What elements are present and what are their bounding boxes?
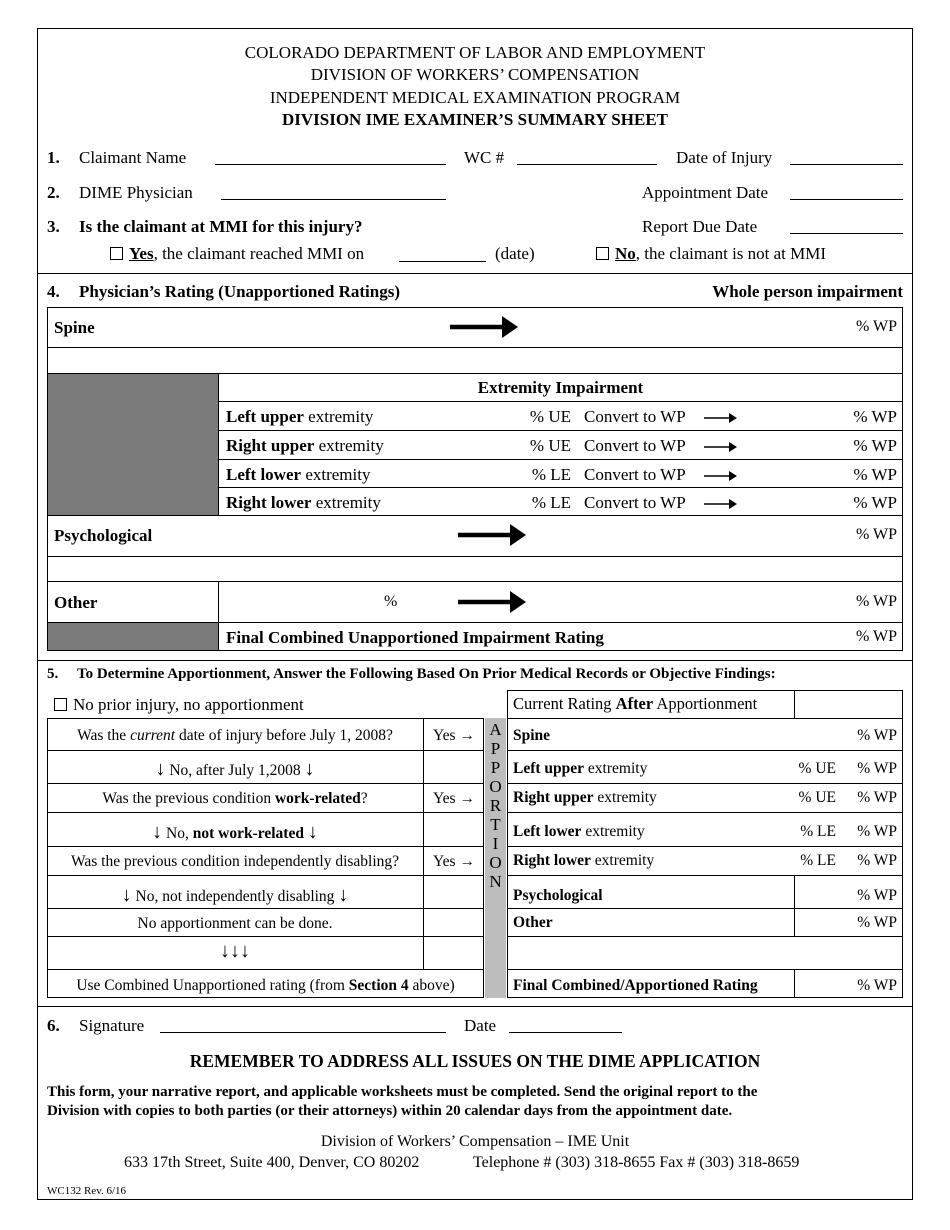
- section-4-number: 4.: [47, 282, 60, 301]
- psych-label: Psychological: [54, 526, 153, 545]
- extremity-wp: % WP: [853, 465, 897, 484]
- date-hint: (date): [495, 244, 535, 263]
- apportioned-extremity-label: Left upper extremity: [513, 760, 648, 777]
- date-of-injury-field[interactable]: [790, 164, 903, 165]
- table-line: [794, 690, 795, 718]
- mmi-question: Is the claimant at MMI for this injury?: [79, 217, 363, 236]
- table-line: [507, 750, 903, 751]
- arrow-down-icon: ↓: [121, 884, 132, 906]
- whole-person-title: Whole person impairment: [712, 282, 903, 301]
- arrow-down-icon: ↓: [152, 821, 163, 843]
- table-line: [47, 783, 484, 784]
- question-3: Was the previous condition independently disabling?: [70, 853, 400, 870]
- arrow-right-icon: →: [459, 727, 475, 744]
- convert-to-wp: Convert to WP: [584, 436, 686, 455]
- report-due-date-field[interactable]: [790, 233, 903, 234]
- no-word: No: [615, 244, 636, 263]
- no-prior-text: No prior injury, no apportionment: [73, 695, 304, 714]
- phone-fax: Telephone # (303) 318-8655 Fax # (303) 318-8659: [473, 1154, 800, 1171]
- appointment-date-label: Appointment Date: [642, 183, 769, 202]
- apportion-letter: O: [489, 777, 502, 796]
- no-prior-option[interactable]: [54, 695, 304, 715]
- extremity-unit: % LE: [531, 465, 571, 484]
- mmi-no-option[interactable]: [596, 244, 826, 264]
- extremity-row-label: Left upper extremity: [226, 407, 374, 426]
- extremity-row-label: Left lower extremity: [226, 465, 371, 484]
- table-line: [47, 812, 484, 813]
- table-line: [218, 459, 903, 460]
- spine-label: Spine: [54, 318, 95, 337]
- apportioned-extremity-unit: % LE: [800, 823, 836, 840]
- mmi-date-field[interactable]: [399, 261, 486, 262]
- section-1-number: 1.: [47, 148, 60, 167]
- extremity-row-label: Right lower extremity: [226, 493, 381, 512]
- apportioned-extremity-wp: % WP: [857, 823, 897, 840]
- table-line: [47, 515, 903, 516]
- extremity-wp: % WP: [853, 436, 897, 455]
- arrow-right-icon: [704, 411, 738, 425]
- other-label: Other: [54, 593, 98, 612]
- apportion-letter: T: [490, 815, 501, 834]
- arrow-right-icon: [450, 315, 520, 339]
- signature-date-label: Date: [464, 1016, 497, 1035]
- table-line: [507, 846, 903, 847]
- extremity-unit: % LE: [531, 493, 571, 512]
- spine-apportioned-label: Spine: [513, 727, 551, 744]
- question-2: Was the previous condition work-related?: [102, 790, 368, 807]
- gray-fill: [48, 374, 218, 515]
- claimant-name-field[interactable]: [215, 164, 446, 165]
- no-apportionment-text: No apportionment can be done.: [137, 915, 333, 932]
- extremity-row-label: Right upper extremity: [226, 436, 384, 455]
- table-line: [423, 718, 424, 969]
- arrow-down-icon: ↓: [230, 940, 240, 962]
- table-line: [218, 581, 219, 651]
- table-line: [507, 875, 903, 876]
- no-prior-checkbox[interactable]: [54, 698, 67, 711]
- signature-date-field[interactable]: [509, 1032, 622, 1033]
- header-line-2: DIVISION OF WORKERS’ COMPENSATION: [310, 65, 640, 84]
- arrow-right-icon: →: [459, 853, 475, 870]
- apportion-letter: R: [489, 796, 502, 815]
- extremity-wp: % WP: [853, 493, 897, 512]
- table-line: [218, 487, 903, 488]
- appointment-date-field[interactable]: [790, 199, 903, 200]
- table-line: [794, 969, 795, 998]
- apportioned-extremity-label: Left lower extremity: [513, 823, 645, 840]
- header-line-1: COLORADO DEPARTMENT OF LABOR AND EMPLOYMENT: [244, 43, 706, 62]
- table-line: [507, 969, 903, 970]
- convert-to-wp: Convert to WP: [584, 493, 686, 512]
- apportion-letter: I: [492, 834, 499, 853]
- arrow-down-icon: ↓: [307, 821, 318, 843]
- table-line: [47, 347, 903, 348]
- triple-down-arrows: [47, 940, 423, 963]
- date-of-injury-label: Date of Injury: [676, 148, 773, 167]
- table-line: [47, 581, 903, 582]
- arrow-right-icon: →: [459, 790, 475, 807]
- divider: [37, 1006, 913, 1007]
- table-line: [47, 908, 484, 909]
- arrow-right-icon: [704, 440, 738, 454]
- extremity-unit: % UE: [529, 436, 571, 455]
- section-3-number: 3.: [47, 217, 60, 236]
- psych-wp: % WP: [855, 526, 897, 543]
- wc-number-field[interactable]: [517, 164, 657, 165]
- apportioned-extremity-unit: % UE: [798, 760, 836, 777]
- section-5-number: 5.: [47, 666, 59, 682]
- other-percent: %: [384, 593, 398, 610]
- yes-rest-text: , the claimant reached MMI on: [153, 244, 365, 263]
- arrow-down-icon: ↓: [155, 758, 166, 780]
- form-id: WC132 Rev. 6/16: [47, 1185, 127, 1197]
- spine-apportioned-wp: % WP: [857, 727, 897, 744]
- convert-to-wp: Convert to WP: [584, 407, 686, 426]
- after-apportionment-header: Current Rating After Apportionment: [513, 694, 758, 713]
- mmi-no-checkbox[interactable]: [596, 247, 609, 260]
- divider: [37, 273, 913, 274]
- apportioned-extremity-label: Right lower extremity: [513, 852, 655, 869]
- instructions-line-1: This form, your narrative report, and applicable worksheets must be completed. Send the original report to the: [47, 1084, 758, 1100]
- table-line: [218, 430, 903, 431]
- signature-field[interactable]: [160, 1032, 446, 1033]
- final-unapportioned-wp: % WP: [855, 628, 897, 645]
- extremity-header: Extremity Impairment: [477, 378, 644, 397]
- arrow-right-icon: [458, 523, 528, 547]
- spine-wp: % WP: [855, 318, 897, 335]
- apportion-letter: O: [489, 853, 502, 872]
- form-title: DIVISION IME EXAMINER’S SUMMARY SHEET: [281, 110, 669, 129]
- table-line: [47, 875, 484, 876]
- arrow-down-icon: ↓: [338, 884, 349, 906]
- instructions-line-2: Division with copies to both parties (or their attorneys) within 20 calendar days from the appointment date.: [47, 1103, 733, 1119]
- apportioned-extremity-wp: % WP: [857, 760, 897, 777]
- answer-1: ↓ No, after July 1,2008 ↓: [155, 758, 315, 780]
- dime-physician-field[interactable]: [221, 199, 446, 200]
- apportion-letter: P: [490, 758, 501, 777]
- question-1: Was the current date of injury before July 1, 2008?: [77, 727, 393, 744]
- section-2-number: 2.: [47, 183, 60, 202]
- final-apportioned-wp: % WP: [857, 977, 897, 994]
- extremity-wp: % WP: [853, 407, 897, 426]
- yes-3-label: Yes →: [433, 853, 475, 870]
- ime-unit: Division of Workers’ Compensation – IME Unit: [320, 1133, 630, 1150]
- table-line: [47, 846, 484, 847]
- claimant-name-label: Claimant Name: [79, 148, 187, 167]
- apportioned-rating-table: [507, 690, 903, 998]
- arrow-down-icon: ↓: [240, 940, 250, 962]
- use-combined-text: Use Combined Unapportioned rating (from Section 4 above): [76, 977, 455, 994]
- table-line: [794, 875, 795, 936]
- other-wp: % WP: [855, 593, 897, 610]
- apportion-letter: A: [489, 720, 502, 739]
- arrow-down-icon: ↓: [220, 940, 230, 962]
- answer-3: ↓ No, not independently disabling ↓: [121, 884, 349, 906]
- psych-apportioned-label: Psychological: [513, 887, 603, 904]
- mmi-yes-option[interactable]: [110, 244, 364, 264]
- apportioned-extremity-unit: % UE: [798, 789, 836, 806]
- apportion-letter: P: [490, 739, 501, 758]
- final-apportioned-label: Final Combined/Apportioned Rating: [513, 977, 758, 994]
- table-line: [47, 556, 903, 557]
- apportioned-extremity-wp: % WP: [857, 789, 897, 806]
- arrow-right-icon: [458, 590, 528, 614]
- table-line: [47, 750, 484, 751]
- arrow-right-icon: [704, 497, 738, 511]
- apportioned-extremity-label: Right upper extremity: [513, 789, 657, 806]
- apportion-letter: N: [489, 872, 502, 891]
- yes-1-label: Yes →: [433, 727, 475, 744]
- address: 633 17th Street, Suite 400, Denver, CO 80202: [124, 1154, 420, 1171]
- section-4-title: Physician’s Rating (Unapportioned Ratings): [79, 282, 400, 301]
- divider: [37, 660, 913, 661]
- section-5-title: To Determine Apportionment, Answer the Following Based On Prior Medical Records or Objective Findings:: [77, 666, 776, 682]
- gray-fill: [48, 623, 218, 650]
- apportioned-extremity-unit: % LE: [800, 852, 836, 869]
- arrow-down-icon: ↓: [304, 758, 315, 780]
- table-line: [47, 969, 484, 970]
- report-due-date-label: Report Due Date: [642, 217, 758, 236]
- answer-2: ↓ No, not work-related ↓: [152, 821, 318, 843]
- table-line: [507, 908, 903, 909]
- no-rest-text: , the claimant is not at MMI: [635, 244, 827, 263]
- table-line: [218, 401, 903, 402]
- table-line: [47, 936, 484, 937]
- final-unapportioned-label: Final Combined Unapportioned Impairment Rating: [226, 628, 604, 647]
- signature-label: Signature: [79, 1016, 145, 1035]
- psych-apportioned-wp: % WP: [857, 887, 897, 904]
- other-apportioned-label: Other: [513, 914, 553, 931]
- table-line: [507, 812, 903, 813]
- convert-to-wp: Convert to WP: [584, 465, 686, 484]
- yes-word: Yes: [129, 244, 154, 263]
- other-apportioned-wp: % WP: [857, 914, 897, 931]
- yes-2-label: Yes →: [433, 790, 475, 807]
- dime-physician-label: DIME Physician: [79, 183, 193, 202]
- remember-notice: REMEMBER TO ADDRESS ALL ISSUES ON THE DIME APPLICATION: [189, 1051, 761, 1071]
- mmi-yes-checkbox[interactable]: [110, 247, 123, 260]
- table-line: [507, 936, 903, 937]
- arrow-right-icon: [704, 469, 738, 483]
- table-line: [507, 783, 903, 784]
- section-6-number: 6.: [47, 1016, 60, 1035]
- wc-number-label: WC #: [464, 148, 505, 167]
- extremity-unit: % UE: [529, 407, 571, 426]
- table-line: [507, 718, 903, 719]
- apportioned-extremity-wp: % WP: [857, 852, 897, 869]
- header-line-3: INDEPENDENT MEDICAL EXAMINATION PROGRAM: [269, 88, 681, 107]
